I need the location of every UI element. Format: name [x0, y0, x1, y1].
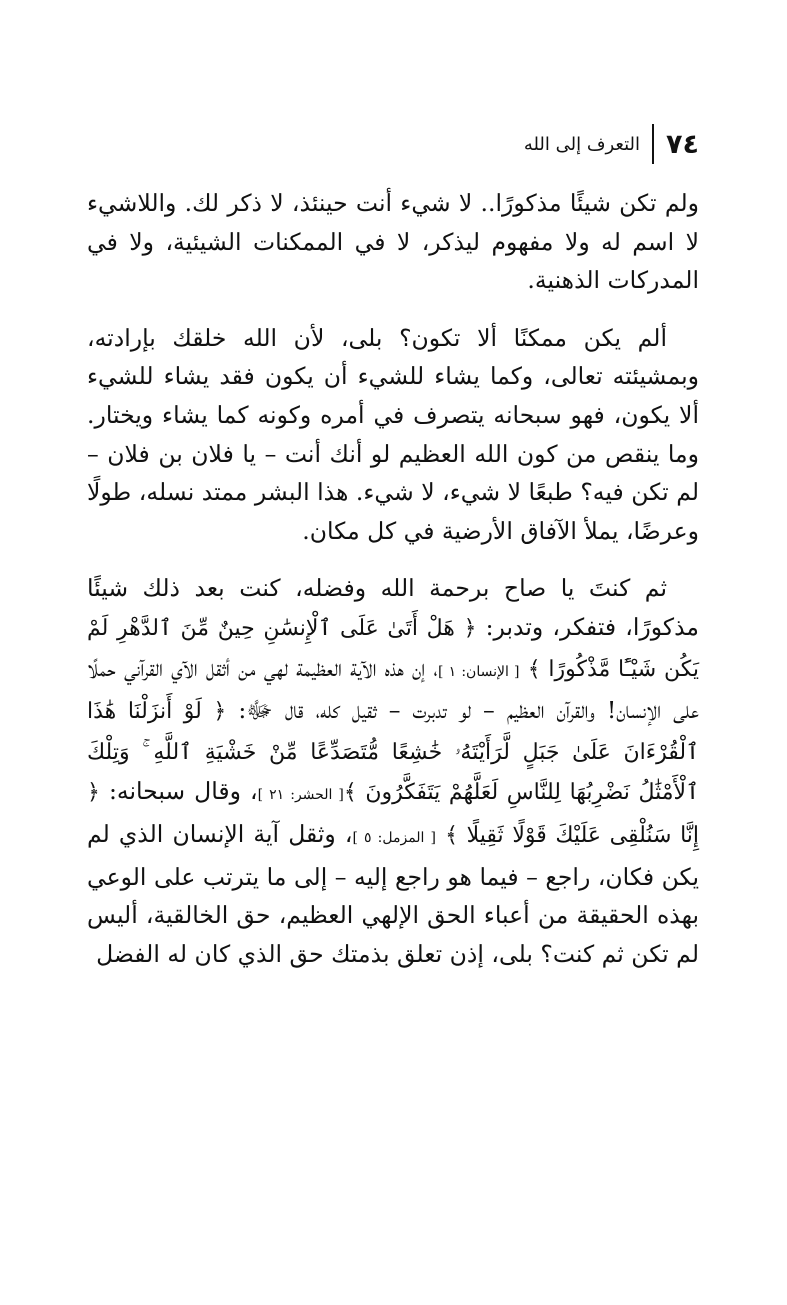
- book-title: التعرف إلى الله: [523, 133, 641, 155]
- paragraph-3-text-3: ، وقال سبحانه:: [99, 777, 258, 806]
- running-header: [524, 124, 699, 164]
- header-divider: [652, 124, 654, 164]
- paragraph-2: ألم يكن ممكنًا ألا تكون؟ بلى، لأن الله خلقك بإرادته، وبمشيئته تعالى، وكما يشاء للشيء أن يكون فقد يشاء للشيء ألا يكون، فهو سبحانه يتصرف في أمره وكونه كما يشاء ويختار. وما ينقص من كون الله العظيم لو أنك أنت – يا فلان بن فلان – لم تكن فيه؟ طبعًا لا شيء، لا شيء. هذا البشر ممتد نسله، طولًا وعرضًا، يملأ الآفاق الأرضية في كل مكان.: [87, 323, 699, 545]
- paragraph-3: [87, 569, 699, 973]
- quote-reference-1: [ الإنسان: ١ ]: [437, 663, 520, 680]
- paragraph-3-text-2: ، إن هذه الآية العظيمة لهي من أثقل الآي القرآني حملًا على الإنسان! والقرآن العظيم – لو تدبرت – ثقيل كله، قال ﷻ:: [87, 653, 699, 725]
- paragraph-1: ولم تكن شيئًا مذكورًا.. لا شيء أنت حينئذ، لا ذكر لك. واللاشيء لا اسم له ولا مفهوم ليذكر، لا في الممكنات الشيئية، ولا في المدركات الذهنية.: [87, 189, 699, 295]
- paragraph-3-text-1: ثم كنتَ يا صاح برحمة الله وفضله، كنت بعد ذلك شيئًا مذكورًا، فتفكر، وتدبر:: [87, 574, 699, 641]
- body-text: [87, 184, 699, 992]
- quote-reference-3: [ المزمل: ٥ ]: [352, 829, 437, 846]
- quran-quote-1: ﴿ هَلْ أَتَىٰ عَلَى ٱلْإِنسَٰنِ حِينٌ مِّنَ ٱلدَّهْرِ لَمْ يَكُن شَيْـًٔا مَّذْكُورًا ﴾: [87, 615, 699, 682]
- quote-reference-2: [ الحشر: ٢١ ]: [257, 787, 344, 804]
- quran-quote-2: ﴿ لَوْ أَنزَلْنَا هَٰذَا ٱلْقُرْءَانَ عَلَىٰ جَبَلٍ لَّرَأَيْتَهُۥ خَٰشِعًا مُّتَصَدِّعًا مِّنْ خَشْيَةِ ٱللَّهِ ۚ وَتِلْكَ ٱلْأَمْثَٰلُ نَضْرِبُهَا لِلنَّاسِ لَعَلَّهُمْ يَتَفَكَّرُونَ ﴾: [87, 699, 699, 806]
- quran-quote-3: ﴿ إِنَّا سَنُلْقِى عَلَيْكَ قَوْلًا ثَقِيلًا ﴾: [87, 780, 700, 848]
- page-number: ٧٤: [666, 128, 699, 160]
- paragraph-3-text-4: ، وثقل آية الإنسان الذي لم يكن فكان، راجع – فيما هو راجع إليه – إلى ما يترتب على الوعي بهذه الحقيقة من أعباء الحق الإلهي العظيم، حق الخالقية، أليس لم تكن ثم كنت؟ بلى، إذن تعلق بذمتك حق الذي كان له الفضل: [87, 819, 699, 968]
